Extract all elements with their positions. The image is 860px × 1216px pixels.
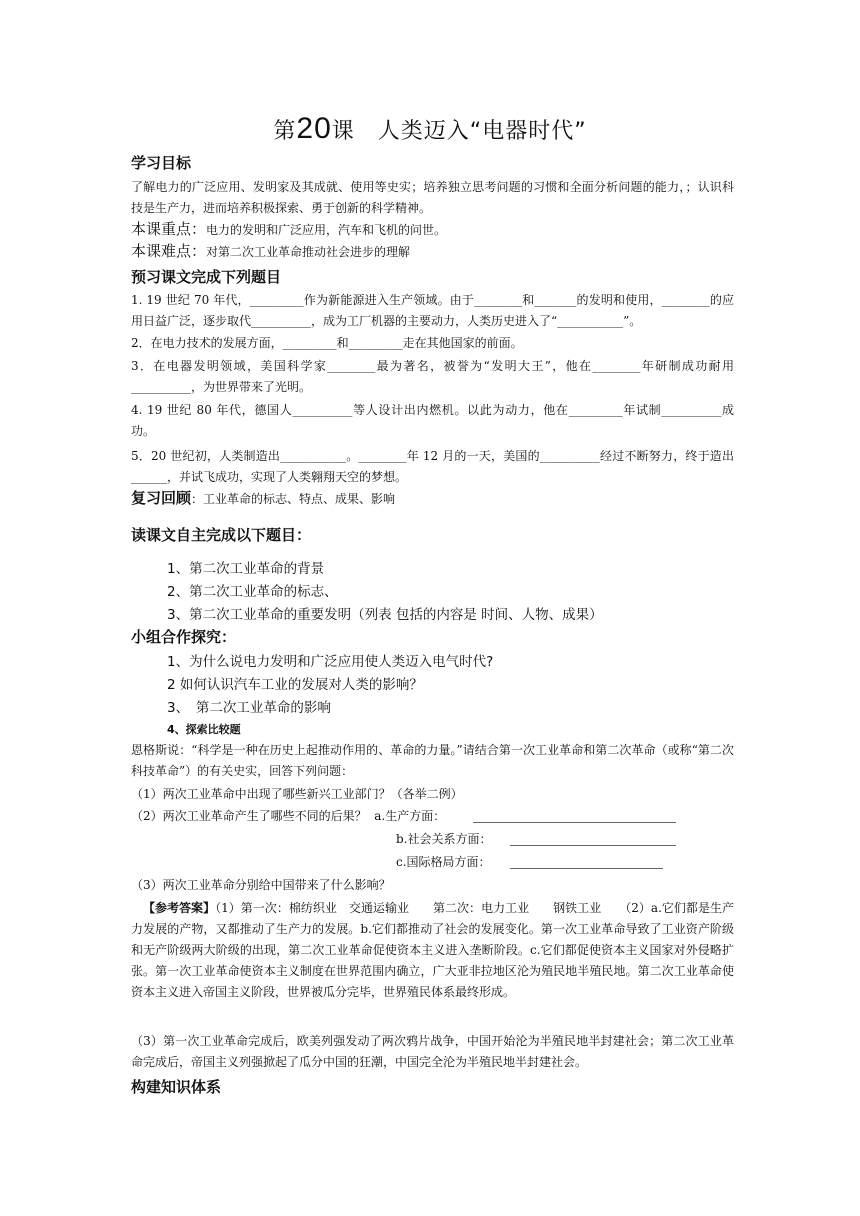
preview-question-3: 3．在电器发明领域，美国科学家________最为著名，被誉为“发明大王”，他在________年研制成功耐用__________，为世界带来了光明。: [131, 359, 734, 394]
preview-question-2: 2．在电力技术的发展方面，_________和_________走在其他国家的前面。: [131, 336, 523, 350]
answer-paragraph-1: [131, 898, 734, 1003]
preview-heading: 预习课文完成下列题目: [131, 268, 282, 286]
group-item-2: 2 如何认识汽车工业的发展对人类的影响？: [167, 677, 423, 693]
review-label: 复习回顾: [131, 489, 192, 507]
answer-label: 【参考答案】: [143, 901, 216, 915]
reading-heading: 读课文自主完成以下题目：: [131, 526, 312, 544]
group-item-3: 3、 第二次工业革命的影响: [167, 700, 331, 716]
reading-item-2: 2、第二次工业革命的标志、: [167, 584, 338, 600]
title-suffix: 课 人类迈入“电器时代”: [331, 119, 587, 144]
review-colon: ：: [191, 492, 204, 506]
compare-intro: 恩格斯说：“科学是一种在历史上起推动作用的、革命的力量。”请结合第一次工业革命和第二次革命（或称“第二次科技革命”）的有关史实，回答下列问题：: [131, 743, 734, 778]
key-point: [131, 219, 734, 241]
answer-text-1: （1）第一次：棉纺织业 交通运输业 第二次：电力工业 钢铁工业 （2）a.它们都是生产力发展的产物，又都推动了生产力的发展。b.它们都推动了社会的发展变化。第一次工业革命导致了工业资产阶级和无产阶级两大阶级的出现，第二次工业革命促使资本主义进入垄断阶段。c.它们都促使资本主义国家对外侵略扩张。第一次工业革命使资本主义制度在世界范围内确立，广大亚非拉地区沦为殖民地半殖民地。第二次工业革命使资本主义进入帝国主义阶段，世界被瓜分完毕，世界殖民体系最终形成。: [131, 901, 734, 999]
key-point-label: 本课重点：: [131, 220, 207, 238]
group-heading: 小组合作探究：: [131, 628, 237, 646]
difficulty-text: 对第二次工业革命推动社会进步的理解: [206, 245, 411, 259]
preview-question-4: 4. 19 世纪 80 年代，德国人__________等人设计出内燃机。以此为动力，他在_________年试制__________成功。: [131, 403, 734, 438]
title-number: 20: [296, 112, 332, 145]
compare-question-1: （1）两次工业革命中出现了哪些新兴工业部门？（各举二例）: [131, 787, 463, 801]
difficulty: [131, 241, 734, 263]
compare-question-3: （3）两次工业革命分别给中国带来了什么影响？: [131, 878, 391, 892]
group-item-4: 4、探索比较题: [167, 723, 241, 736]
compare-question-2b: b.社会关系方面：: [396, 832, 492, 846]
goals-heading: 学习目标: [131, 154, 192, 172]
goals-text: 了解电力的广泛应用、发明家及其成就、使用等史实；培养独立思考问题的习惯和全面分析问题的能力，；认识科技是生产力，进而培养积极探索、勇于创新的科学精神。: [131, 180, 734, 215]
review-text: 工业革命的标志、特点、成果、影响: [203, 492, 396, 506]
reading-item-3: 3、第二次工业革命的重要发明（列表 包括的内容是 时间、人物、成果）: [167, 607, 603, 623]
answer-paragraph-2: （3）第一次工业革命完成后，欧美列强发动了两次鸦片战争，中国开始沦为半殖民地半封建社会；第二次工业革命完成后，帝国主义列强掀起了瓜分中国的狂潮，中国完全沦为半殖民地半封建社会。: [131, 1034, 734, 1069]
preview-question-1: 1. 19 世纪 70 年代，_________作为新能源进入生产领域。由于________和_______的发明和使用，________的应用日益广泛，逐步取代__________，成为工厂机器的主要动力，人类历史进入了“___________”。: [131, 293, 734, 328]
group-item-1: 1、为什么说电力发明和广泛应用使人类迈入电气时代?: [167, 654, 494, 670]
answer-line-a: [473, 822, 676, 823]
review: [131, 488, 734, 510]
difficulty-label: 本课难点：: [131, 242, 207, 260]
build-heading: 构建知识体系: [131, 1078, 222, 1096]
lesson-title: [0, 112, 860, 146]
compare-question-2: （2）两次工业革命产生了哪些不同的后果？ a.生产方面：: [131, 809, 446, 823]
reading-item-1: 1、第二次工业革命的背景: [167, 561, 325, 577]
key-point-text: 电力的发明和广泛应用，汽车和飞机的问世。: [206, 223, 447, 237]
title-prefix: 第: [273, 119, 297, 144]
preview-question-5: 5．20 世纪初，人类制造出___________。________年 12 月的一天，美国的__________经过不断努力，终于造出______，并试飞成功，实现了人类翱翔天空的梦想。: [131, 449, 734, 484]
answer-line-b: [510, 845, 676, 846]
answer-line-c: [510, 868, 663, 869]
compare-question-2c: c.国际格局方面：: [396, 855, 491, 869]
